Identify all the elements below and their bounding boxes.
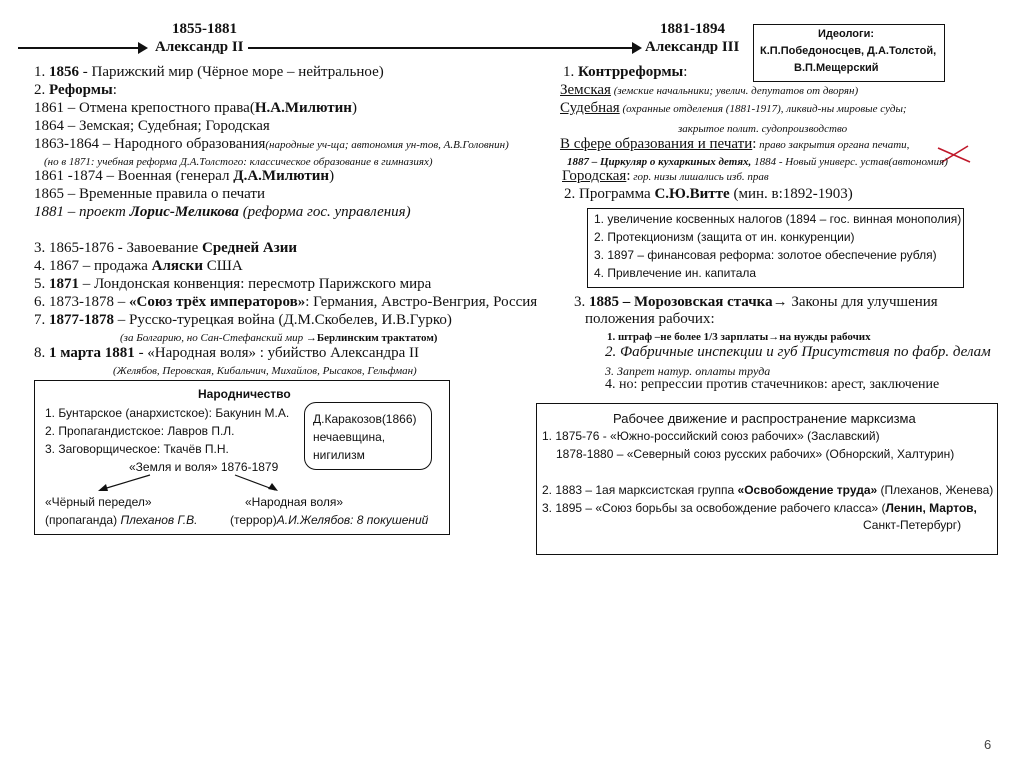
left-line-16: 8. 1 марта 1881 - «Народная воля» : убийство Александра II (34, 345, 420, 361)
right-line-11: 1. штраф –не более 1/3 зарплаты→на нужды рабочих (607, 331, 871, 343)
cherny-peredel-detail: (пропаганда) Плеханов Г.В. (45, 513, 198, 527)
populism-item-3: 3. Заговорщическое: Ткачёв П.Н. (45, 442, 229, 456)
labor-item-3b: Санкт-Петербург) (863, 518, 962, 532)
cherny-peredel: «Чёрный передел» (45, 495, 152, 509)
left-years: 1855-1881 (172, 21, 237, 37)
left-line-5: 1863-1864 – Народного образования(народные уч-ща; автономия ун-тов, А.В.Головнин) (34, 136, 509, 152)
left-line-4: 1864 – Земская; Судебная; Городская (34, 118, 270, 134)
labor-item-3: 3. 1895 – «Союз борьбы за освобождение рабочего класса» (Ленин, Мартов, (542, 501, 977, 515)
left-line-11: 4. 1867 – продажа Аляски США (34, 258, 243, 274)
ideologues-title: Идеологи: (818, 28, 875, 40)
labor-title: Рабочее движение и распространение марксизма (613, 411, 916, 426)
right-line-3: Судебная (охранные отделения (1881-1917), ликвид-ны мировые суды; (560, 100, 907, 116)
left-line-3: 1861 – Отмена крепостного права(Н.А.Милютин) (34, 100, 357, 116)
karakozov-line-2: нечаевщина, (313, 430, 386, 444)
labor-item-2: 2. 1883 – 1ая марксистская группа «Освобождение труда» (Плеханов, Женева) (542, 483, 994, 497)
right-line-14: 4. но: репрессии против стачечников: арест, заключение (605, 377, 940, 392)
left-line-15: (за Болгарию, но Сан-Стефанский мир →Берлинским трактатом) (120, 332, 438, 344)
left-line-17: (Желябов, Перовская, Кибальчич, Михайлов, Рысаков, Гельфман) (113, 365, 417, 377)
right-years: 1881-1894 (660, 21, 725, 37)
left-line-14: 7. 1877-1878 – Русско-турецкая война (Д.М.Скобелев, И.В.Гурко) (34, 312, 452, 328)
right-line-5: В сфере образования и печати: право закрытия органа печати, (560, 136, 910, 152)
right-line-4: закрытое полит. судопроизводство (678, 123, 848, 135)
witte-item-3: 3. 1897 – финансовая реформа: золотое обеспечение рубля) (594, 248, 937, 262)
right-line-6: 1887 – Циркуляр о кухаркиных детях, 1884 - Новый универс. устав(автономия) (567, 156, 948, 168)
right-line-7: Городская: гор. низы лишались изб. прав (562, 168, 769, 184)
left-line-9: 1881 – проект Лорис-Меликова (реформа гос. управления) (34, 204, 411, 220)
left-ruler: Александр II (155, 39, 244, 55)
witte-item-2: 2. Протекционизм (защита от ин. конкуренции) (594, 230, 855, 244)
right-line-13: 3. Запрет натур. оплаты труда (605, 364, 771, 378)
right-line-1: 1. Контрреформы: (563, 64, 688, 80)
left-line-6: (но в 1871: учебная реформа Д.А.Толстого: классическое образование в гимназиях) (44, 156, 433, 168)
left-line-12: 5. 1871 – Лондонская конвенция: пересмотр Парижского мира (34, 276, 432, 292)
witte-item-4: 4. Привлечение ин. капитала (594, 266, 757, 280)
right-ruler: Александр III (645, 39, 740, 55)
zemlya-i-volya: «Земля и воля» 1876-1879 (129, 460, 279, 474)
labor-item-1: 1. 1875-76 - «Южно-российский союз рабочих» (Заславский) (542, 429, 880, 443)
right-line-8: 2. Программа С.Ю.Витте (мин. в:1892-1903) (564, 186, 853, 202)
karakozov-line-1: Д.Каракозов(1866) (313, 412, 417, 426)
witte-item-1: 1. увеличение косвенных налогов (1894 – гос. винная монополия) (594, 212, 962, 226)
ideologues-line1: К.П.Победоносцев, Д.А.Толстой, (760, 45, 937, 57)
populism-item-2: 2. Пропагандистское: Лавров П.Л. (45, 424, 235, 438)
page-number: 6 (984, 737, 992, 752)
ideologues-line2: В.П.Мещерский (794, 62, 879, 74)
left-line-8: 1865 – Временные правила о печати (34, 186, 265, 202)
left-line-1: 1. 1856 - Парижский мир (Чёрное море – нейтральное) (34, 64, 384, 80)
left-line-7: 1861 -1874 – Военная (генерал Д.А.Милютин) (34, 168, 335, 184)
karakozov-line-3: нигилизм (313, 448, 365, 462)
right-line-9: 3. 1885 – Морозовская стачка→ Законы для улучшения (574, 294, 938, 310)
right-line-12: 2. Фабричные инспекции и губ Присутствия по фабр. делам (605, 344, 991, 360)
narodnaya-volya-detail: (террор)А.И.Желябов: 8 покушений (230, 513, 429, 527)
left-line-13: 6. 1873-1878 – «Союз трёх императоров»: Германия, Австро-Венгрия, Россия (34, 294, 538, 310)
right-line-2: Земская (земские начальники; увелич. депутатов от дворян) (560, 82, 859, 98)
populism-title: Народничество (198, 387, 291, 401)
labor-item-1b: 1878-1880 – «Северный союз русских рабочих» (Обнорский, Халтурин) (556, 447, 955, 461)
populism-item-1: 1. Бунтарское (анархистское): Бакунин М.А. (45, 406, 290, 420)
right-line-10: положения рабочих: (585, 311, 715, 327)
left-line-10: 3. 1865-1876 - Завоевание Средней Азии (34, 240, 298, 256)
narodnaya-volya: «Народная воля» (245, 495, 344, 509)
left-line-2: 2. Реформы: (34, 82, 117, 98)
